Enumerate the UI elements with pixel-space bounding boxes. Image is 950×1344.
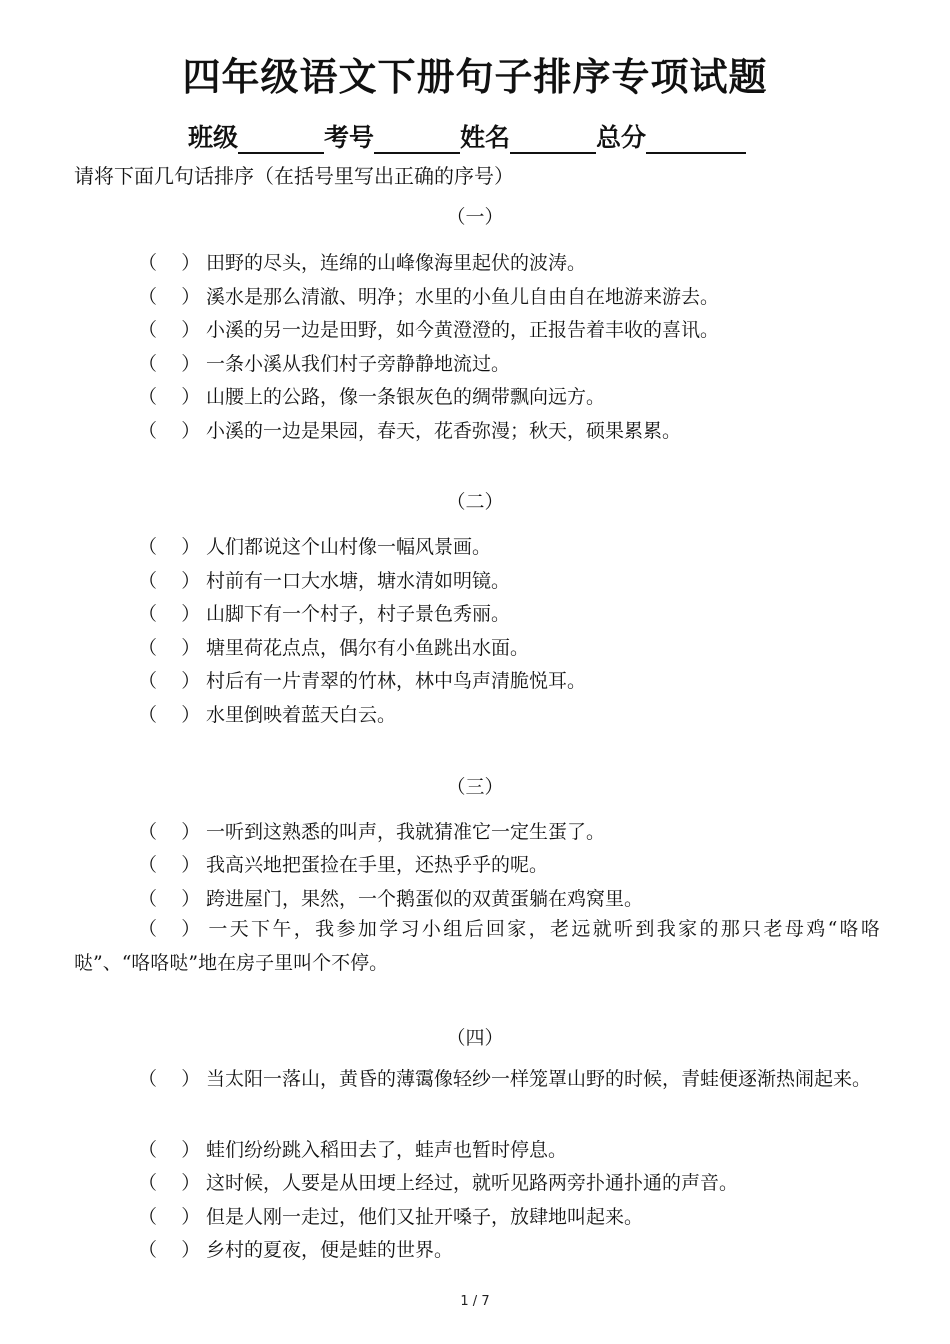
list-item: （ ） 这时候，人要是从田埂上经过，就听见路两旁扑通扑通的声音。 — [138, 1168, 738, 1195]
list-item: （ ） 溪水是那么清澈、明净；水里的小鱼儿自由自在地游来游去。 — [138, 282, 719, 309]
answer-blank[interactable]: （ ） — [138, 821, 201, 843]
answer-blank[interactable]: （ ） — [138, 1172, 201, 1194]
list-item: （ ） 山脚下有一个村子，村子景色秀丽。 — [138, 599, 510, 626]
page-number: 1 / 7 — [460, 1294, 490, 1309]
answer-blank[interactable]: （ ） — [138, 570, 201, 592]
list-item: （ ） 人们都说这个山村像一幅风景画。 — [138, 532, 491, 559]
total-label: 总分 — [596, 123, 647, 152]
list-item: （ ） 跨进屋门，果然，一个鹅蛋似的双黄蛋躺在鸡窝里。 — [138, 884, 643, 911]
answer-blank[interactable]: （ ） — [138, 536, 201, 558]
list-item: （ ） 我高兴地把蛋捡在手里，还热乎乎的呢。 — [138, 850, 548, 877]
answer-blank[interactable]: （ ） — [138, 286, 201, 308]
list-item: （ ） 小溪的一边是果园，春天，花香弥漫；秋天，硕果累累。 — [138, 416, 681, 443]
exam-no-blank[interactable] — [374, 120, 460, 154]
answer-blank[interactable]: （ ） — [138, 1239, 201, 1261]
section-heading-3: （三） — [446, 776, 504, 798]
list-item: （ ） 一听到这熟悉的叫声，我就猜准它一定生蛋了。 — [138, 817, 605, 844]
list-item: （ ） 但是人刚一走过，他们又扯开嗓子，放肆地叫起来。 — [138, 1202, 643, 1229]
answer-blank[interactable]: （ ） — [138, 319, 201, 341]
answer-blank[interactable]: （ ） — [138, 252, 201, 274]
exam-no-label: 考号 — [324, 123, 375, 152]
list-item: （ ） 村前有一口大水塘，塘水清如明镜。 — [138, 566, 510, 593]
answer-blank[interactable]: （ ） — [138, 1206, 201, 1228]
list-item: （ ） 水里倒映着蓝天白云。 — [138, 700, 396, 727]
answer-blank[interactable]: （ ） — [138, 854, 201, 876]
list-item: （ ） 乡村的夏夜，便是蛙的世界。 — [138, 1235, 453, 1262]
name-label: 姓名 — [460, 123, 511, 152]
instruction: 请将下面几句话排序（在括号里写出正确的序号） — [74, 164, 514, 188]
section-heading-2: （二） — [446, 491, 504, 513]
answer-blank[interactable]: （ ） — [138, 670, 201, 692]
class-label: 班级 — [188, 123, 239, 152]
answer-blank[interactable]: （ ） — [138, 637, 201, 659]
name-blank[interactable] — [510, 120, 596, 154]
class-blank[interactable] — [238, 120, 324, 154]
list-item: （ ） 一天下午，我参加学习小组后回家，老远就听到我家的那只老母鸡“咯咯哒”、“咯咯哒”地在房子里叫个不停。 — [74, 912, 880, 980]
list-item: （ ） 田野的尽头，连绵的山峰像海里起伏的波涛。 — [138, 248, 586, 275]
list-item: （ ） 蛙们纷纷跳入稻田去了，蛙声也暂时停息。 — [138, 1135, 567, 1162]
list-item: （ ） 当太阳一落山，黄昏的薄霭像轻纱一样笼罩山野的时候，青蛙便逐渐热闹起来。 — [74, 1062, 880, 1096]
answer-blank[interactable]: （ ） — [138, 420, 201, 442]
list-item: （ ） 一条小溪从我们村子旁静静地流过。 — [138, 349, 510, 376]
section-heading-1: （一） — [446, 206, 504, 228]
list-item: （ ） 村后有一片青翠的竹林，林中鸟声清脆悦耳。 — [138, 666, 586, 693]
answer-blank[interactable]: （ ） — [138, 704, 201, 726]
info-line — [188, 118, 746, 154]
total-blank[interactable] — [646, 120, 746, 154]
page-title: 四年级语文下册句子排序专项试题 — [182, 55, 768, 99]
list-item: （ ） 塘里荷花点点，偶尔有小鱼跳出水面。 — [138, 633, 529, 660]
answer-blank[interactable]: （ ） — [138, 603, 201, 625]
answer-blank[interactable]: （ ） — [138, 888, 201, 910]
answer-blank[interactable]: （ ） — [138, 1139, 201, 1161]
list-item: （ ） 小溪的另一边是田野，如今黄澄澄的，正报告着丰收的喜讯。 — [138, 315, 719, 342]
answer-blank[interactable]: （ ） — [138, 386, 201, 408]
section-heading-4: （四） — [446, 1027, 504, 1049]
answer-blank[interactable]: （ ） — [138, 353, 201, 375]
list-item: （ ） 山腰上的公路，像一条银灰色的绸带飘向远方。 — [138, 382, 605, 409]
answer-blank[interactable]: （ ） — [138, 918, 201, 940]
answer-blank[interactable]: （ ） — [138, 1068, 201, 1090]
